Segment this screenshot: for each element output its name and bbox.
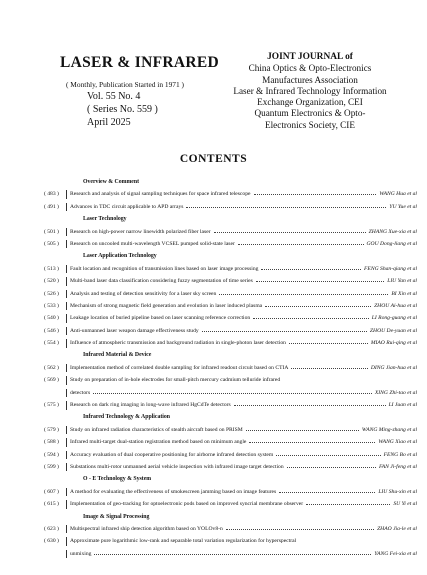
article-title: Approximate pure logarithmic low-rank and separable total variation regularization for hyperspectral [70,538,297,545]
article-title: Leakage location of buried pipeline based on laser scanning reference correction [70,315,251,322]
column-divider [66,376,67,385]
page-number: ( 569 ) [44,377,59,384]
column-divider [66,426,67,435]
dot-leader [306,503,390,505]
section-title: Laser Technology [83,216,127,223]
table-of-contents [0,176,427,560]
toc-entry [0,461,427,473]
column-divider [66,290,67,299]
dot-leader [93,392,372,394]
page-number: ( 599 ) [44,463,59,470]
dot-leader [186,206,386,208]
column-divider [66,438,67,447]
toc-section-heading [0,176,427,188]
column-divider [66,327,67,336]
column-divider [66,500,67,509]
dot-leader [214,231,366,233]
column-divider [66,228,67,237]
page-number: ( 575 ) [44,402,59,409]
article-authors: LI Juan et al [388,402,417,409]
organization-line: China Optics & Opto-Electronics [248,63,372,74]
page-number: ( 526 ) [44,290,59,297]
article-title: Substations multi-rotor unmanned aerial vehicle inspection with infrared image target detection [70,463,284,470]
column-divider [66,401,67,410]
article-title: Research and analysis of signal sampling techniques for space infrared telescope [70,191,251,198]
toc-entry [0,535,427,547]
dot-leader [226,528,374,530]
article-authors: LI Rong-guang et al [371,315,417,322]
article-title: Research on dark ring imaging in long-wave infrared HgCdTe detectors [70,402,231,409]
toc-entry [0,436,427,448]
toc-entry [0,238,427,250]
article-title: Analysis and testing of detection sensitivity for a laser sky screen [70,290,217,297]
column-divider [66,265,67,274]
dot-leader [202,330,367,332]
column-divider [66,302,67,311]
article-title: A method for evaluating the effectiveness of smokescreen jamming based on image features [70,488,277,495]
article-title: Multi-band laser data classification considering fuzzy segmentation of time series [70,278,253,285]
article-authors: ZHANG Xue-xia et al [368,228,417,235]
dot-leader [265,305,371,307]
page-number: ( 562 ) [44,364,59,371]
toc-section-heading [0,250,427,262]
article-authors: WANG Ming-zhang et al [361,426,417,433]
article-authors: DING Jian-hua et al [370,364,417,371]
page-number: ( 540 ) [44,315,59,322]
issue-date: April 2025 [87,117,131,128]
joint-journal-heading: JOINT JOURNAL of [267,52,353,62]
page-number: ( 491 ) [44,203,59,210]
toc-entry [0,226,427,238]
dot-leader [219,293,388,295]
toc-entry [0,523,427,535]
section-title: Laser Application Technology [83,253,157,260]
article-authors: XING Zhi-tao et al [374,389,417,396]
page-number: ( 630 ) [44,538,59,545]
toc-section-heading [0,213,427,225]
column-divider [66,190,67,199]
toc-entry [0,263,427,275]
organization-line: Electronics Society, CIE [265,119,355,130]
article-title: Influence of atmospheric transmission and background radiation in single-photon laser detection [70,340,286,347]
page-number: ( 594 ) [44,451,59,458]
organization-line: Quantum Electronics & Opto- [254,108,366,119]
column-divider [66,240,67,249]
article-title: Mechanism of strong magnetic field generation and evolution in laser induced plasma [70,302,263,309]
toc-entry [0,300,427,312]
organization-line: Manufactures Association [262,74,358,85]
article-authors: SU Yi et al [393,501,417,508]
section-title: O - E Technology & System [83,476,152,483]
article-authors: ZHOU De-yuan et al [369,327,417,334]
toc-entry [0,275,427,287]
issue-info [60,80,190,129]
article-authors: BI Xin et al [391,290,417,297]
column-divider [66,451,67,460]
organization-line: Exchange Organization, CEI [257,97,363,108]
article-authors: WANG Hua et al [379,191,417,198]
column-divider [66,389,67,398]
dot-leader [276,454,380,456]
dot-leader [261,268,361,270]
page-number: ( 505 ) [44,240,59,247]
dot-leader [249,441,375,443]
page-number: ( 520 ) [44,278,59,285]
organization-line: Laser & Infrared Technology Information [233,85,387,96]
column-divider [66,525,67,534]
dot-leader [234,404,386,406]
dot-leader [254,193,377,195]
toc-entry [0,312,427,324]
page-number: ( 588 ) [44,439,59,446]
article-title: Study on infrared radiation characteristics of stealth aircraft based on PRISM [70,426,243,433]
article-authors: LIU Yan et al [387,278,417,285]
column-divider [66,277,67,286]
article-title: Infrared multi-target dual-station registration method based on minimum angle [70,439,247,446]
page-number: ( 623 ) [44,525,59,532]
article-authors: YU Yue et al [389,203,417,210]
column-divider [66,463,67,472]
article-title: Implementation method of correlated double sampling for infrared readout circuit based on CTIA [70,364,289,371]
joint-journal-block [230,52,390,131]
toc-entry [0,374,427,386]
page-number: ( 607 ) [44,488,59,495]
dot-leader [287,466,376,468]
contents-heading: CONTENTS [179,153,248,165]
toc-section-heading [0,511,427,523]
article-title: detectors [70,389,91,396]
column-divider [66,488,67,497]
toc-entry [0,188,427,200]
article-title: Implementation of geo-tracking for optoelectronic pods based on improved syncrial membrane observer [70,501,304,508]
article-authors: YANG Fei-xia et al [374,550,417,557]
toc-entry [0,288,427,300]
dot-leader [289,342,368,344]
article-title: Anti-unmanned laser weapon damage effectiveness study [70,327,199,334]
column-divider [66,314,67,323]
journal-title: LASER & INFRARED [60,54,219,71]
toc-entry [0,362,427,374]
toc-section-heading [0,411,427,423]
toc-entry [0,424,427,436]
page-number: ( 513 ) [44,265,59,272]
toc-entry [0,449,427,461]
toc-entry [0,325,427,337]
dot-leader [256,280,384,282]
toc-section-heading [0,349,427,361]
column-divider [66,550,67,559]
page-number: ( 533 ) [44,302,59,309]
section-title: Overview & Comment [83,179,140,185]
article-authors: FENG Bo et al [383,451,417,458]
article-authors: FENG Shan-qiang et al [364,265,417,272]
publication-note: ( Monthly, Publication Started in 1971 ) [66,80,184,89]
page-number: ( 501 ) [44,228,59,235]
article-title: unmixing [70,550,92,557]
toc-entry [0,399,427,411]
column-divider [66,364,67,373]
toc-entry [0,498,427,510]
section-title: Image & Signal Processing [83,513,150,520]
dot-leader [246,429,359,431]
article-authors: ZHOU Ai-hua et al [374,302,417,309]
article-title: Advances in TDC circuit applicable to APD arrays [70,203,184,210]
page-number: ( 579 ) [44,426,59,433]
dot-leader [238,243,364,245]
toc-entry-continuation [0,548,427,560]
toc-entry [0,337,427,349]
toc-entry [0,201,427,213]
toc-section-heading [0,473,427,485]
column-divider [66,203,67,212]
dot-leader [291,367,367,369]
article-title: Fault location and recognition of transmission lines based on laser image processing [70,265,259,272]
article-authors: LIU Shu-xin et al [378,488,417,495]
section-title: Infrared Material & Device [83,352,152,359]
article-title: Research on uncooled multi-wavelength VCSEL pumped solid-state laser [70,240,235,247]
dot-leader [279,491,375,493]
article-title: Study on preparation of in-hole electrodes for small-pitch mercury cadmium telluride infrared [70,377,281,384]
article-title: Research on high-power narrow linewidth polarized fiber laser [70,228,211,235]
column-divider [66,339,67,348]
page-number: ( 546 ) [44,327,59,334]
article-title: Multispectral infrared ship detection algorithm based on YOLOv8-n [70,525,223,532]
toc-entry-continuation [0,387,427,399]
article-authors: WANG Xiao et al [378,439,417,446]
dot-leader [253,317,369,319]
page-number: ( 615 ) [44,501,59,508]
article-authors: ZHAO Jia-le et al [377,525,417,532]
toc-entry [0,486,427,498]
dot-leader [94,553,371,555]
column-divider [66,537,67,546]
series-number: ( Series No. 559 ) [87,104,158,115]
page-number: ( 483 ) [44,191,59,198]
article-title: Accuracy evaluation of dual cooperative positioning for airborne infrared detection system [70,451,274,458]
section-title: Infrared Technology & Application [83,414,171,421]
page-number: ( 554 ) [44,340,59,347]
article-authors: MIAO Rui-qing et al [370,340,417,347]
article-authors: FAN Ji-feng et al [379,463,417,470]
volume-number: Vol. 55 No. 4 [87,91,141,102]
article-authors: GOU Dong-liang et al [366,240,417,247]
